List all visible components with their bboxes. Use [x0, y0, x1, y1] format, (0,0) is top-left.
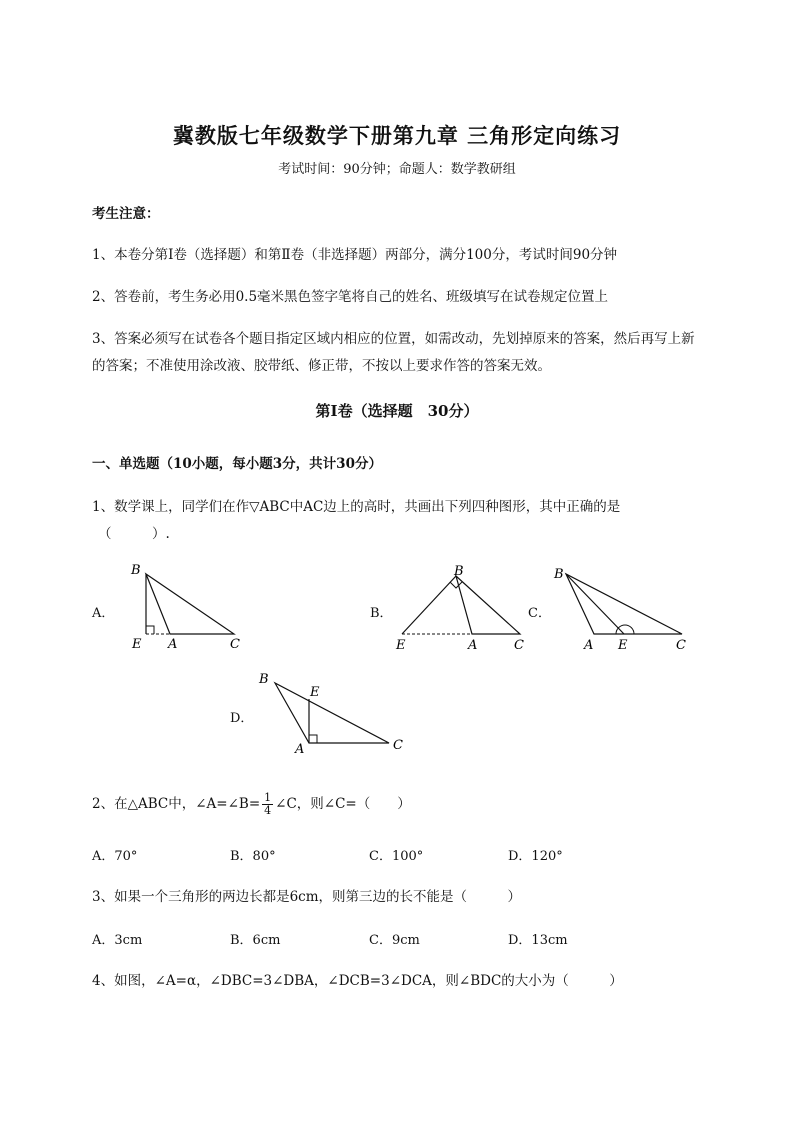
question-1: 1、数学课上，同学们在作▽ABC中AC边上的高时，共画出下列四种图形，其中正确的是: [92, 499, 621, 515]
option-d-label[interactable]: D．: [230, 711, 254, 726]
question-2: [92, 792, 411, 817]
fig-b-height: [402, 576, 456, 634]
note-1: 1、本卷分第I卷（选择题）和第Ⅱ卷（非选择题）两部分，满分100分，考试时间90分钟: [92, 247, 618, 263]
figure-b: [392, 560, 532, 655]
q3-option-d[interactable]: D．13cm: [508, 933, 568, 948]
note-3-cont: 的答案；不准使用涂改液、胶带纸、修正带，不按以上要求作答的答案无效。: [92, 358, 551, 374]
question-4: 4、如图，∠A=α，∠DBC=3∠DBA，∠DCB=3∠DCA，则∠BDC的大小为（ ）: [92, 973, 623, 989]
figure-d: [255, 665, 415, 760]
option-a-label[interactable]: A．: [92, 606, 115, 621]
option-b-label[interactable]: B．: [370, 606, 393, 621]
exam-info: 考试时间：90分钟；命题人：数学教研组: [278, 162, 516, 177]
q3-option-b[interactable]: B．6cm: [230, 933, 281, 948]
q3-option-c[interactable]: C．9cm: [369, 933, 420, 948]
fig-d-label-a: A: [295, 742, 305, 757]
fig-c-label-a: A: [584, 638, 594, 653]
fig-d-right-angle: [309, 735, 317, 743]
q2-option-b[interactable]: B．80°: [230, 849, 276, 864]
part-heading: 一、单选题（10小题，每小题3分，共计30分）: [92, 456, 382, 472]
note-2: 2、答卷前，考生务必用0.5毫米黑色签字笔将自己的姓名、班级填写在试卷规定位置上: [92, 289, 609, 305]
fig-b-label-b: B: [454, 564, 464, 579]
fig-c-height: [566, 574, 624, 634]
q2-option-c[interactable]: C．100°: [369, 849, 424, 864]
fig-d-label-e: E: [310, 685, 320, 700]
fig-d-label-c: C: [393, 738, 403, 753]
note-3: 3、答案必须写在试卷各个题目指定区域内相应的位置，如需改动，先划掉原来的答案，然后再写上新: [92, 331, 695, 347]
q3-option-a[interactable]: A．3cm: [92, 933, 143, 948]
fig-d-triangle: [275, 683, 389, 743]
notes-heading: 考生注意：: [92, 206, 160, 222]
fig-b-triangle: [456, 576, 520, 634]
fig-b-label-e: E: [396, 638, 406, 653]
fig-c-angle-arc: [616, 625, 634, 634]
question-2-suffix: ∠C，则∠C=（ ）: [275, 796, 411, 812]
fig-a-label-e: E: [132, 637, 142, 652]
fig-b-right-angle: [450, 582, 462, 588]
fraction-one-quarter: [262, 792, 273, 817]
fig-a-label-c: C: [230, 637, 240, 652]
q2-option-a[interactable]: A．70°: [92, 849, 138, 864]
figure-a: [118, 560, 253, 655]
fig-c-label-b: B: [554, 567, 564, 582]
fig-d-label-b: B: [259, 672, 269, 687]
question-1-blank: （ ）.: [98, 526, 170, 542]
fig-a-triangle: [146, 574, 234, 634]
fig-b-label-a: A: [468, 638, 478, 653]
fig-a-label-a: A: [168, 637, 178, 652]
option-c-label[interactable]: C．: [528, 606, 551, 621]
fig-b-label-c: C: [514, 638, 524, 653]
fraction-numerator: 1: [264, 791, 272, 804]
section-title: 第I卷（选择题 30分）: [315, 402, 479, 420]
q2-option-d[interactable]: D．120°: [508, 849, 563, 864]
question-2-prefix: 2、在△ABC中，∠A=∠B=: [92, 796, 261, 812]
fraction-denominator: 4: [264, 804, 272, 817]
page-title: 冀教版七年级数学下册第九章 三角形定向练习: [172, 123, 622, 148]
figure-c: [550, 560, 700, 655]
fig-a-right-angle: [146, 626, 154, 634]
question-3: 3、如果一个三角形的两边长都是6cm，则第三边的长不能是（ ）: [92, 889, 522, 905]
fig-c-label-c: C: [676, 638, 686, 653]
fig-a-label-b: B: [131, 563, 141, 578]
fig-c-label-e: E: [618, 638, 628, 653]
